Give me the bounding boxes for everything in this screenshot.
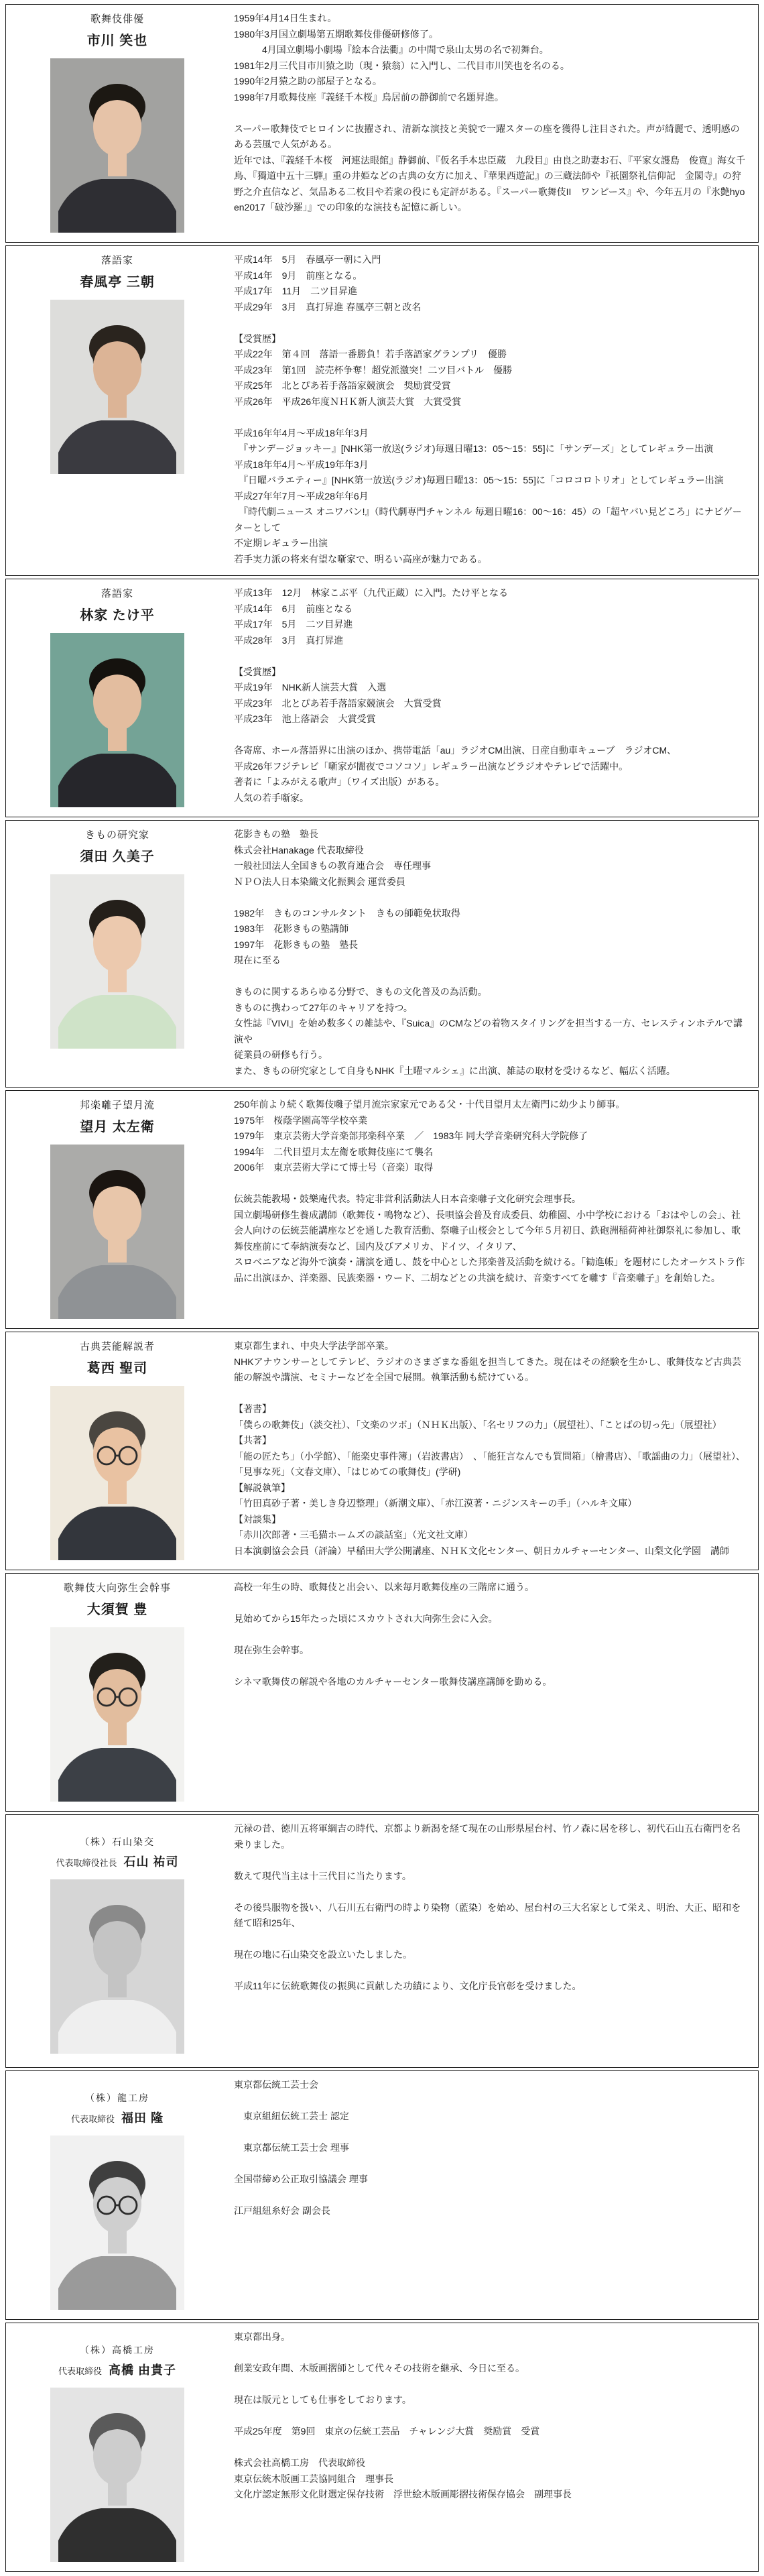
- bio-line: 平成13年 12月 林家こぶ平（九代正蔵）に入門。たけ平となる: [234, 587, 509, 598]
- bio-line: 【対談集】: [234, 1513, 281, 1525]
- bio-line: [234, 1659, 749, 1675]
- bio-line: 平成11年に伝統歌舞伎の振興に貢献した功績により、文化庁長官彰を受けました。: [234, 1981, 582, 1991]
- bio-line: 日本演劇協会会員（評論）早稲田大学公開講座、ＮＨＫ文化センター、朝日カルチャーセンター、山梨文化学園 講師: [234, 1545, 730, 1556]
- profile-section: [5, 4, 759, 243]
- portrait-silhouette: [50, 300, 184, 474]
- portrait-photo: [50, 1879, 184, 2054]
- bio-line: [234, 648, 749, 664]
- bio-line: 4月国立劇場小劇場『絵本合法衢』の中間で泉山太男の名で初舞台。: [234, 44, 549, 55]
- bio-line: 【受賞歴】: [234, 666, 281, 677]
- bio-line: 平成26年フジテレビ「噺家が闇夜でコソコソ」レギュラー出演などラジオやテレビで活躍中。: [234, 760, 629, 772]
- bio-line: 文化庁認定無形文化財選定保存技術 浮世絵木版画彫摺技術保存協会 副理事長: [234, 2489, 572, 2500]
- profile-title: 代表取締役: [58, 2366, 102, 2376]
- profile-bio: [229, 1332, 758, 1570]
- portrait-photo: [50, 874, 184, 1049]
- bio-line: 「竹田真砂子著・美しき身辺整理」（新潮文庫）、「赤江漠著・ニジンスキーの手」（ハルキ文庫）: [234, 1498, 637, 1509]
- bio-line: [234, 727, 749, 744]
- bio-line: 現在は版元としても仕事をしております。: [234, 2394, 411, 2405]
- profile-role: 邦楽囃子望月流: [79, 1100, 155, 1111]
- profile-bio: [229, 1815, 758, 2067]
- bio-line: 現在の地に石山染交を設立いたしました。: [234, 1949, 412, 1960]
- bio-line: 平成19年 NHK新人演芸大賞 入選: [234, 682, 387, 693]
- bio-line: 東京都伝統工芸士会: [234, 2079, 318, 2090]
- bio-line: [234, 2188, 749, 2204]
- portrait-photo: [50, 1145, 184, 1319]
- bio-line: 平成23年 北とぴあ若手落語家競演会 大賞受賞: [234, 697, 442, 709]
- profile-header: [6, 2071, 229, 2319]
- profile-bio: [229, 821, 758, 1087]
- profile-section: [5, 1573, 759, 1812]
- bio-line: [234, 1932, 749, 1948]
- bio-line: 東京都伝統工芸士会 理事: [234, 2142, 349, 2153]
- bio-line: [234, 1596, 749, 1612]
- profile-title: 代表取締役社長: [56, 1858, 117, 1868]
- bio-line: 2006年 東京芸術大学にて博士号（音楽）取得: [234, 1162, 434, 1173]
- profile-name: 石山 祐司: [123, 1855, 179, 1869]
- bio-line: 平成27年年7月～平成28年年6月: [234, 490, 369, 502]
- bio-line: 「能の匠たち」（小学館）、「能楽史事件簿」（岩波書店） 、「能狂言なんでも質問箱」（檜書店）、「歌謡曲の力」（展望社）、: [234, 1450, 745, 1462]
- bio-line: 【著書】: [234, 1403, 271, 1414]
- portrait-silhouette: [50, 2388, 184, 2562]
- profile-header: [6, 246, 229, 575]
- portrait-silhouette: [50, 1879, 184, 2054]
- bio-line: [234, 1627, 749, 1643]
- bio-line: 1994年 二代目望月太左衛を歌舞伎座にて襲名: [234, 1146, 434, 1157]
- bio-line: 1990年2月猿之助の部屋子となる。: [234, 76, 382, 86]
- profile-title: 代表取締役: [70, 2114, 115, 2124]
- portrait-silhouette: [50, 1145, 184, 1319]
- bio-line: 国立劇場研修生養成講師（歌舞伎・鳴物など）、長唄協会普及育成委員、幼稚園、小中学校における「おはやしの会」、社会人向けの伝統芸能講座などを通した教育活動、祭囃子山桜会として今年５月初日、鉄砲洲稲荷神社御祭礼に参加し、歌舞伎座前にて奉納演奏など、国内及びアメリカ、ドイツ、イタリア、: [234, 1209, 741, 1252]
- bio-line: [234, 2440, 749, 2456]
- bio-line: NHKアナウンサーとしてテレビ、ラジオのさまざまな番組を担当してきた。現在はその経験を生かし、歌舞伎など古典芸能の解説や講演、セミナーなどを全国で展開。執筆活動も続けている。: [234, 1356, 742, 1383]
- bio-line: 平成28年 3月 真打昇進: [234, 634, 344, 646]
- profile-role: 歌舞伎大向弥生会幹事: [63, 1582, 171, 1594]
- bio-line: 1998年7月歌舞伎座『義経千本桜』鳥居前の静御前で名題昇進。: [234, 91, 504, 103]
- bio-line: 女性誌『VIVI』を始め数多くの雑誌や、『Suica』のCMなどの着物スタイリングを担当する一方、セレスティンホテルで講演や: [234, 1018, 743, 1045]
- bio-line: ＮＰＯ法人日本染織文化振興会 運営委員: [234, 876, 405, 887]
- bio-line: [234, 1884, 749, 1900]
- bio-line: 平成29年 3月 真打昇進 春風亭三朝と改名: [234, 301, 422, 312]
- bio-line: [234, 890, 749, 906]
- profile-section: [5, 1814, 759, 2068]
- portrait-photo: [50, 633, 184, 807]
- bio-line: [234, 2345, 749, 2361]
- bio-line: シネマ歌舞伎の解説や各地のカルチャーセンター歌舞伎講座講師を勤める。: [234, 1676, 552, 1687]
- bio-line: 江戸組紐糸好会 副会長: [234, 2205, 330, 2216]
- profile-section: [5, 2323, 759, 2572]
- bio-line: 数えて現代当主は十三代目に当たります。: [234, 1870, 411, 1881]
- profile-name: 春風亭 三朝: [80, 275, 155, 290]
- profile-name: 福田 隆: [121, 2111, 164, 2125]
- profile-name: 市川 笑也: [86, 34, 148, 48]
- bio-line: 平成17年 11月 二ツ目昇進: [234, 286, 358, 296]
- bio-line: 東京組紐伝統工芸士 認定: [234, 2111, 349, 2121]
- bio-line: 「僕らの歌舞伎」（淡交社）、「文楽のツボ」（ＮＨＫ出版）、「名セリフの力」（展望社）、「ことばの切っ先」（展望社）: [234, 1419, 722, 1430]
- portrait-photo: [50, 300, 184, 474]
- profile-header: [6, 821, 229, 1087]
- bio-line: 平成23年 池上落語会 大賞受賞: [234, 713, 376, 724]
- profile-bio: [229, 5, 758, 242]
- profile-name: 林家 たけ平: [80, 608, 155, 623]
- bio-line: スーパー歌舞伎でヒロインに抜擢され、清新な演技と美貌で一躍スターの座を獲得し注目された。声が綺麗で、透明感のある芸風で人気がある。: [234, 123, 740, 150]
- profile-role: 落語家: [101, 588, 133, 599]
- bio-line: 【受賞歴】: [234, 333, 281, 344]
- bio-line: 【共著】: [234, 1435, 271, 1446]
- profile-header: [6, 1815, 229, 2067]
- bio-line: 1981年2月三代目市川猿之助（現・猿翁）に入門し、二代目市川笑也を名のる。: [234, 60, 570, 71]
- bio-line: 1997年 花影きもの塾 塾長: [234, 939, 359, 950]
- bio-line: 平成16年年4月～平成18年年3月: [234, 427, 369, 438]
- bio-line: [234, 2125, 749, 2141]
- bio-line: 著者に「よみがえる歌声」（ワイズ出版）がある。: [234, 776, 445, 787]
- bio-line: 「見事な死」（文春文庫）、「はじめての歌舞伎」(学研): [234, 1466, 461, 1477]
- bio-line: 元禄の昔、徳川五将軍綱吉の時代、京都より新潟を経て現在の山形県屋台村、竹ノ森に居を移し、初代石山五右衛門を名乗りました。: [234, 1823, 741, 1850]
- bio-line: [234, 1853, 749, 1869]
- bio-line: [234, 1386, 749, 1402]
- portrait-photo: [50, 58, 184, 233]
- bio-line: その後呉服物を扱い、八石川五右衛門の時より染物（藍染）を始め、屋台村の三大名家として栄え、明治、大正、昭和を経て昭和25年、: [234, 1901, 741, 1928]
- bio-line: 平成17年 5月 二ツ目昇進: [234, 619, 353, 630]
- bio-line: きものに関するあらゆる分野で、きもの文化普及の為活動。: [234, 986, 487, 997]
- bio-line: 不定期レギュラー出演: [234, 538, 328, 548]
- profile-role: 落語家: [101, 255, 133, 266]
- profiles-list: [5, 4, 759, 2572]
- bio-line: 株式会社Hanakage 代表取締役: [234, 844, 364, 856]
- bio-line: 平成18年年4月～平成19年年3月: [234, 459, 369, 470]
- bio-line: 1983年 花影きもの塾講師: [234, 923, 349, 934]
- bio-line: 各寄席、ホール落語界に出演のほか、携帯電話「au」ラジオCM出演、日産自動車キューブ ラジオCM、: [234, 745, 677, 756]
- bio-line: [234, 2093, 749, 2109]
- bio-line: 創業安政年間、木版画摺師として代々その技術を継承、今日に至る。: [234, 2363, 525, 2374]
- profile-role: （株）龍工房: [85, 2093, 149, 2103]
- profile-header: [6, 1574, 229, 1811]
- bio-line: 「赤川次郎著・三毛猫ホームズの談話室」（光文社文庫）: [234, 1529, 473, 1540]
- profile-section: [5, 579, 759, 817]
- profile-header: [6, 1332, 229, 1570]
- bio-line: [234, 105, 749, 121]
- bio-line: 高校一年生の時、歌舞伎と出会い、以来毎月歌舞伎座の三階席に通う。: [234, 1582, 534, 1592]
- bio-line: 250年前より続く歌舞伎囃子望月流宗家家元である父・十代目望月太左衛門に幼少より師事。: [234, 1099, 625, 1110]
- bio-line: 若手実力派の将来有望な噺家で、明るい高座が魅力である。: [234, 553, 487, 565]
- profile-name: 望月 太左衛: [80, 1120, 155, 1134]
- portrait-silhouette: [50, 1627, 184, 1802]
- portrait-photo: [50, 1386, 184, 1560]
- profile-section: [5, 1090, 759, 1329]
- bio-line: 一般社団法人全国きもの教育連合会 専任理事: [234, 860, 431, 871]
- profile-role: 歌舞伎俳優: [90, 13, 144, 25]
- bio-line: 1980年3月国立劇場第五期歌舞伎俳優研修修了。: [234, 28, 438, 40]
- bio-line: 現在に至る: [234, 955, 281, 965]
- bio-line: 【解説執筆】: [234, 1482, 290, 1493]
- profile-bio: [229, 1091, 758, 1328]
- bio-line: [234, 2377, 749, 2393]
- portrait-silhouette: [50, 874, 184, 1049]
- bio-line: また、きもの研究家として自身もNHK『土曜マルシェ』に出演、雑誌の取材を受けるなど、幅広く活躍。: [234, 1065, 676, 1076]
- bio-line: [234, 410, 749, 426]
- profile-section: [5, 245, 759, 576]
- bio-line: 1959年4月14日生まれ。: [234, 13, 337, 23]
- bio-line: [234, 1963, 749, 1979]
- bio-line: [234, 2408, 749, 2424]
- bio-line: スロベニアなど海外で演奏・講演を通し、鼓を中心とした邦楽普及活動を続ける。「勧進帳」を題材にしたオーケストラ作品に出演ほか、洋楽器、民族楽器・ウード、二胡などとの共演を続け、音楽すべてを囃す『音楽囃子』を創始した。: [234, 1256, 745, 1283]
- bio-line: [234, 2156, 749, 2172]
- bio-line: 近年では、『義経千本桜 河連法眼館』静御前、『仮名手本忠臣蔵 九段目』由良之助妻お石、『平家女護島 俊寛』海女千鳥、『獨道中五十三驛』重の井姫などの古典の女方に加え、『華果西遊記』の三蔵法師や『祇園祭礼信仰記 金閣寺』の狩野之介直信など、気品ある二枚目や若衆の役にも定評がある。『スーパー歌舞伎II ワンピース』や、今年五月の『氷艶hyoen2017「破沙羅」』での印象的な演技も記憶に新しい。: [234, 154, 745, 213]
- bio-line: 株式会社高橋工房 代表取締役: [234, 2457, 365, 2468]
- bio-line: [234, 1176, 749, 1192]
- profile-bio: [229, 246, 758, 575]
- bio-line: 『日曜バラエティー』[NHK第一放送(ラジオ)毎週日曜13：05～15：55]に「コロコロトリオ」としてレギュラー出演: [234, 475, 724, 485]
- profile-header: [6, 579, 229, 817]
- bio-line: 1975年 桜蔭学園高等学校卒業: [234, 1114, 368, 1126]
- profile-bio: [229, 2071, 758, 2319]
- bio-line: 従業員の研修も行う。: [234, 1049, 328, 1060]
- bio-line: 1979年 東京芸術大学音楽部邦楽科卒業 ／ 1983年 同大学音楽研究科大学院修了: [234, 1130, 588, 1141]
- bio-line: 1982年 きものコンサルタント きもの師範免状取得: [234, 907, 460, 919]
- bio-line: 人気の若手噺家。: [234, 792, 309, 803]
- profile-name: 葛西 聖司: [86, 1361, 148, 1376]
- bio-line: 平成14年 6月 前座となる: [234, 603, 353, 614]
- bio-line: 『サンデージョッキー』[NHK第一放送(ラジオ)毎週日曜13：05～15：55]に「サンデーズ」としてレギュラー出演: [234, 443, 714, 454]
- bio-line: 平成14年 9月 前座となる。: [234, 270, 363, 281]
- profile-role: （株）高橋工房: [80, 2345, 155, 2355]
- bio-line: きものに携わって27年のキャリアを持つ。: [234, 1002, 413, 1013]
- bio-line: 現在弥生会幹事。: [234, 1645, 309, 1655]
- portrait-photo: [50, 1627, 184, 1802]
- bio-line: 見始めてから15年たった頃にスカウトされ大向弥生会に入会。: [234, 1613, 498, 1624]
- profile-role: 古典芸能解説者: [79, 1341, 155, 1352]
- portrait-photo: [50, 2388, 184, 2562]
- bio-line: 東京都生まれ、中央大学法学部卒業。: [234, 1340, 394, 1351]
- bio-line: [234, 315, 749, 331]
- profile-section: [5, 820, 759, 1088]
- profile-header: [6, 2323, 229, 2571]
- bio-line: 平成23年 第1回 読売杯争奪！超党派激突！二ツ目バトル 優勝: [234, 364, 513, 375]
- profile-header: [6, 1091, 229, 1328]
- profile-bio: [229, 1574, 758, 1811]
- portrait-photo: [50, 2135, 184, 2310]
- bio-line: 平成25年 北とぴあ若手落語家競演会 奨励賞受賞: [234, 380, 451, 391]
- bio-line: 東京伝統木版画工芸協同組合 理事長: [234, 2473, 393, 2484]
- bio-line: [234, 969, 749, 985]
- profile-role: きもの研究家: [84, 829, 149, 841]
- bio-line: 平成14年 5月 春風亭一朝に入門: [234, 254, 381, 265]
- profile-name: 大須賀 豊: [86, 1602, 148, 1617]
- bio-line: 平成25年度 第9回 東京の伝統工芸品 チャレンジ大賞 奨励賞 受賞: [234, 2426, 540, 2437]
- profile-role: （株）石山染交: [80, 1836, 155, 1847]
- portrait-silhouette: [50, 58, 184, 233]
- bio-line: 花影きもの塾 塾長: [234, 829, 318, 839]
- profile-section: [5, 2070, 759, 2320]
- profile-section: [5, 1332, 759, 1570]
- profile-bio: [229, 579, 758, 817]
- bio-line: 『時代劇ニュース オニワバン!』（時代劇専門チャンネル 毎週日曜16：00～16：45）の「超ヤバい見どころ」にナビゲーターとして: [234, 506, 742, 533]
- bio-line: 平成22年 第４回 落語一番勝負！若手落語家グランプリ 優勝: [234, 349, 507, 359]
- bio-line: 東京都出身。: [234, 2331, 290, 2342]
- bio-line: 平成26年 平成26年度ＮＨＫ新人演芸大賞 大賞受賞: [234, 396, 462, 407]
- bio-line: 伝統芸能教場・鼓樂庵代表。特定非営利活動法人日本音楽囃子文化研究会理事長。: [234, 1193, 581, 1204]
- profile-name: 須田 久美子: [80, 850, 155, 864]
- portrait-silhouette: [50, 1386, 184, 1560]
- profile-name: 高橋 由貴子: [109, 2363, 177, 2377]
- profile-header: [6, 5, 229, 242]
- portrait-silhouette: [50, 633, 184, 807]
- portrait-silhouette: [50, 2135, 184, 2310]
- bio-line: 全国帯締め公正取引協議会 理事: [234, 2174, 368, 2184]
- profile-bio: [229, 2323, 758, 2571]
